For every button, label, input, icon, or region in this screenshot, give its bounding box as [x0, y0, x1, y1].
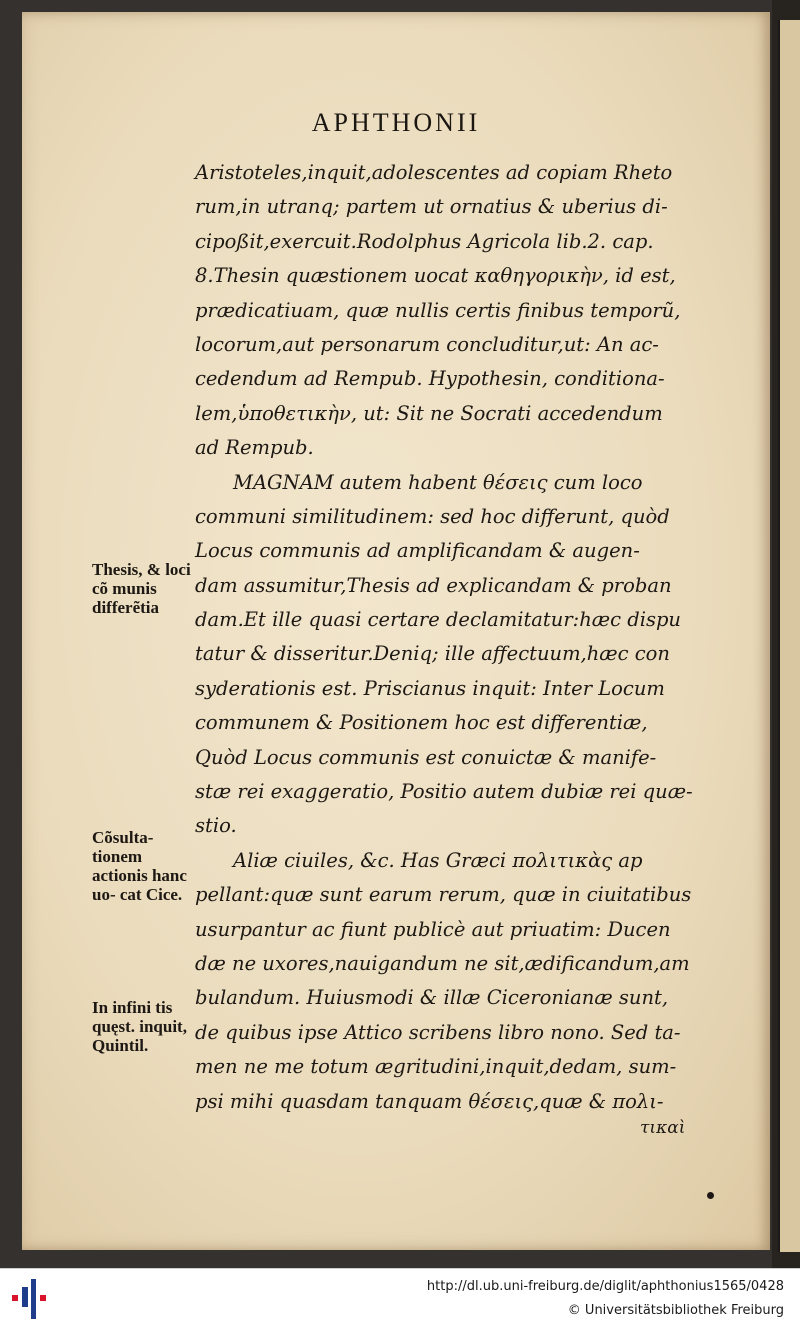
text-line: communem & Positionem hoc est differentiæ,: [195, 711, 648, 735]
text-line: stio.: [195, 814, 237, 838]
margin-note-quintil: [92, 998, 200, 1055]
adjacent-page-edge: [778, 20, 800, 1252]
text-line: dam assumitur,Thesis ad explicandam & proban: [195, 573, 672, 597]
text-line: ad Rempub.: [195, 436, 314, 460]
text-line: syderationis est. Priscianus inquit: Inter Locum: [195, 676, 665, 700]
source-url-link[interactable]: http://dl.ub.uni-freiburg.de/diglit/aphthonius1565/0428: [426, 1279, 784, 1294]
library-logo-icon: [10, 1277, 52, 1321]
text-line: prædicatiuam, quæ nullis certis finibus temporũ,: [195, 298, 681, 322]
text-line: cedendum ad Rempub. Hypothesin, conditiona-: [195, 367, 665, 391]
text-line: Aristoteles,inquit,adolescentes ad copiam Rheto: [195, 161, 673, 184]
text-line: usurpantur ac fiunt publicè aut priuatim: Ducen: [195, 917, 671, 941]
body-text: [195, 156, 735, 1119]
margin-note-text: In infini tis quęst. inquit, Quintil.: [92, 998, 187, 1055]
text-line: dam.Et ille quasi certare declamitatur:hæc dispu: [195, 608, 681, 632]
margin-note-text: Thesis, & loci cõ munis differẽtia: [92, 560, 191, 617]
text-line: Locus communis ad amplificandam & augen-: [195, 539, 640, 563]
text-line: dæ ne uxores,nauigandum ne sit,ædificandum,am: [195, 951, 690, 975]
ink-dot: [707, 1192, 714, 1199]
paragraph-start-line: MAGNAM autem habent θέσεις cum loco: [233, 470, 643, 494]
copyright-text: © Universitätsbibliothek Freiburg: [567, 1303, 784, 1318]
text-line: Quòd Locus communis est conuictæ & manife-: [195, 745, 657, 769]
margin-note-text: Cõsulta- tionem actionis hanc uo- cat Cice.: [92, 828, 187, 904]
text-line: pellant:quæ sunt earum rerum, quæ in ciuitatibus: [195, 883, 692, 907]
text-line: psi mihi quasdam tanquam θέσεις,quæ & πολι-: [195, 1089, 664, 1113]
paragraph-start-line: Aliæ ciuiles, &c. Has Græci πολιτικὰς ap: [233, 848, 643, 872]
margin-note-consultationem: [92, 828, 200, 904]
text-line: locorum,aut personarum concluditur,ut: An ac-: [195, 332, 659, 356]
text-line: rum,in utranq; partem ut ornatius & uberius di-: [195, 195, 668, 219]
text-line: cipoßit,exercuit.Rodolphus Agricola lib.2. cap.: [195, 229, 654, 253]
text-line: tatur & disseritur.Deniq; ille affectuum,hæc con: [195, 642, 670, 666]
margin-note-thesis: [92, 560, 200, 617]
text-line: 8.Thesin quæstionem uocat καθηγορικὴν, id est,: [195, 264, 676, 288]
running-header: APHTHONII: [311, 108, 481, 137]
text-line: communi similitudinem: sed hoc differunt, quòd: [195, 504, 670, 528]
text-line: stæ rei exaggeratio, Positio autem dubiæ rei quæ-: [195, 780, 693, 804]
text-line: lem,ὑποθετικὴν, ut: Sit ne Socrati accedendum: [195, 401, 663, 425]
book-page: [22, 12, 770, 1250]
catchword: τικαὶ: [640, 1118, 686, 1138]
footer-bar: [0, 1268, 800, 1327]
text-line: bulandum. Huiusmodi & illæ Ciceronianæ sunt,: [195, 986, 669, 1010]
text-line: de quibus ipse Attico scribens libro nono. Sed ta-: [195, 1020, 681, 1044]
text-line: men ne me totum ægritudini,inquit,dedam, sum-: [195, 1055, 677, 1079]
